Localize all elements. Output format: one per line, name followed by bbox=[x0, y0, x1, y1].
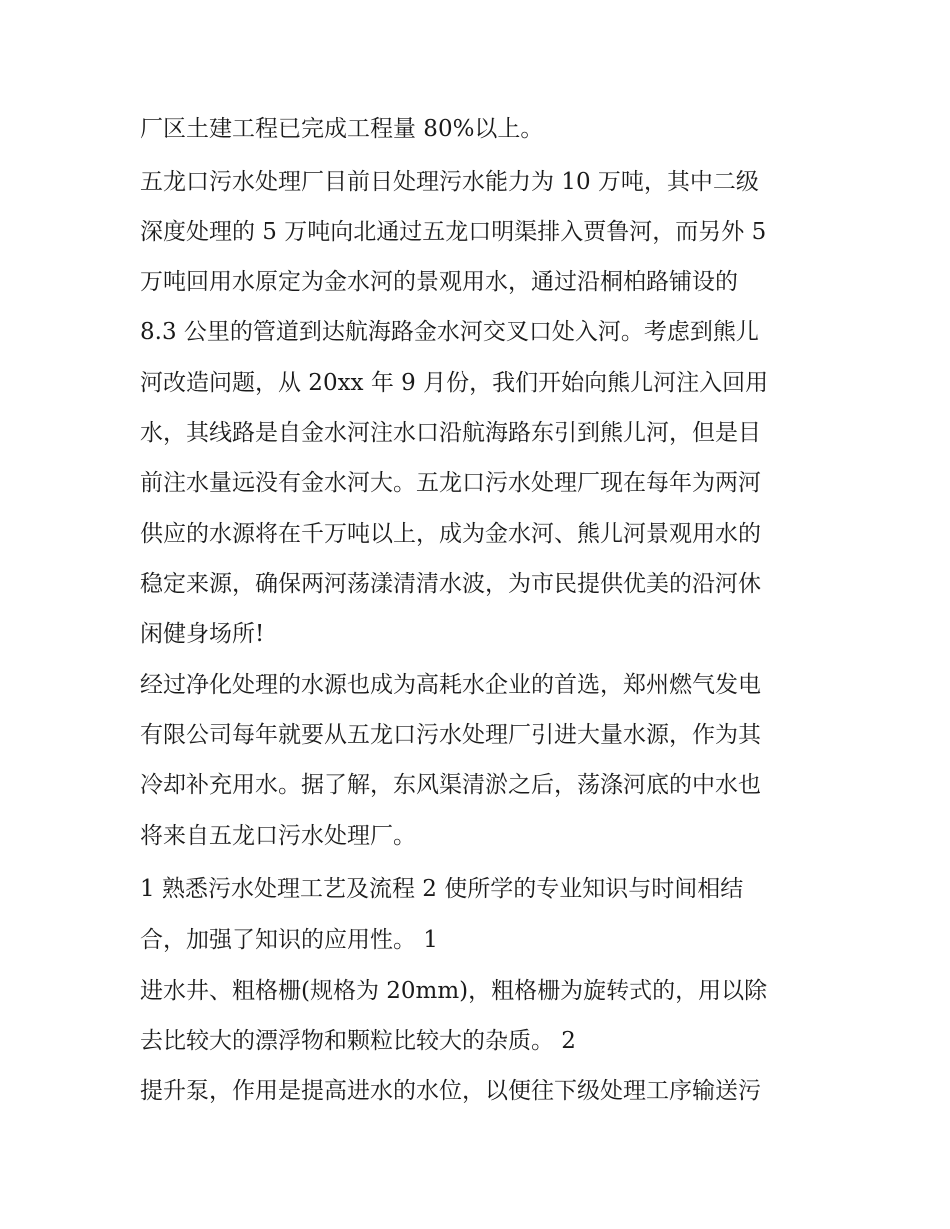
text-line: 前注水量远没有金水河大。五龙口污水处理厂现在每年为两河 bbox=[140, 470, 761, 496]
text-line: 去比较大的漂浮物和颗粒比较大的杂质。 2 bbox=[140, 1028, 576, 1054]
text-line: 稳定来源，确保两河荡漾清清水波，为市民提供优美的沿河休 bbox=[140, 571, 761, 597]
text-line: 供应的水源将在千万吨以上，成为金水河、熊儿河景观用水的 bbox=[140, 521, 761, 547]
text-line: 有限公司每年就要从五龙口污水处理厂引进大量水源，作为其 bbox=[140, 722, 761, 748]
text-line: 8.3 公里的管道到达航海路金水河交叉口处入河。考虑到熊儿 bbox=[140, 319, 759, 345]
text-line: 闲健身场所! bbox=[140, 621, 265, 647]
text-line: 1 熟悉污水处理工艺及流程 2 使所学的专业知识与时间相结 bbox=[140, 876, 744, 902]
text-line: 水，其线路是自金水河注水口沿航海路东引到熊儿河，但是目 bbox=[140, 420, 761, 446]
text-line: 将来自五龙口污水处理厂。 bbox=[140, 823, 416, 849]
text-line: 河改造问题，从 20xx 年 9 月份，我们开始向熊儿河注入回用 bbox=[140, 370, 769, 396]
text-line: 深度处理的 5 万吨向北通过五龙口明渠排入贾鲁河，而另外 5 bbox=[140, 219, 767, 245]
text-line: 万吨回用水原定为金水河的景观用水，通过沿桐柏路铺设的 bbox=[140, 269, 738, 295]
text-line: 五龙口污水处理厂目前日处理污水能力为 10 万吨，其中二级 bbox=[140, 169, 759, 195]
text-line: 冷却补充用水。据了解，东风渠清淤之后，荡涤河底的中水也 bbox=[140, 772, 761, 798]
text-line: 进水井、粗格栅(规格为 20mm)，粗格栅为旋转式的，用以除 bbox=[140, 978, 768, 1004]
text-line: 经过净化处理的水源也成为高耗水企业的首选，郑州燃气发电 bbox=[140, 672, 761, 698]
text-line: 合，加强了知识的应用性。 1 bbox=[140, 927, 438, 953]
text-line: 厂区土建工程已完成工程量 80%以上。 bbox=[140, 116, 544, 142]
text-line: 提升泵，作用是提高进水的水位，以便往下级处理工序输送污 bbox=[140, 1078, 761, 1104]
